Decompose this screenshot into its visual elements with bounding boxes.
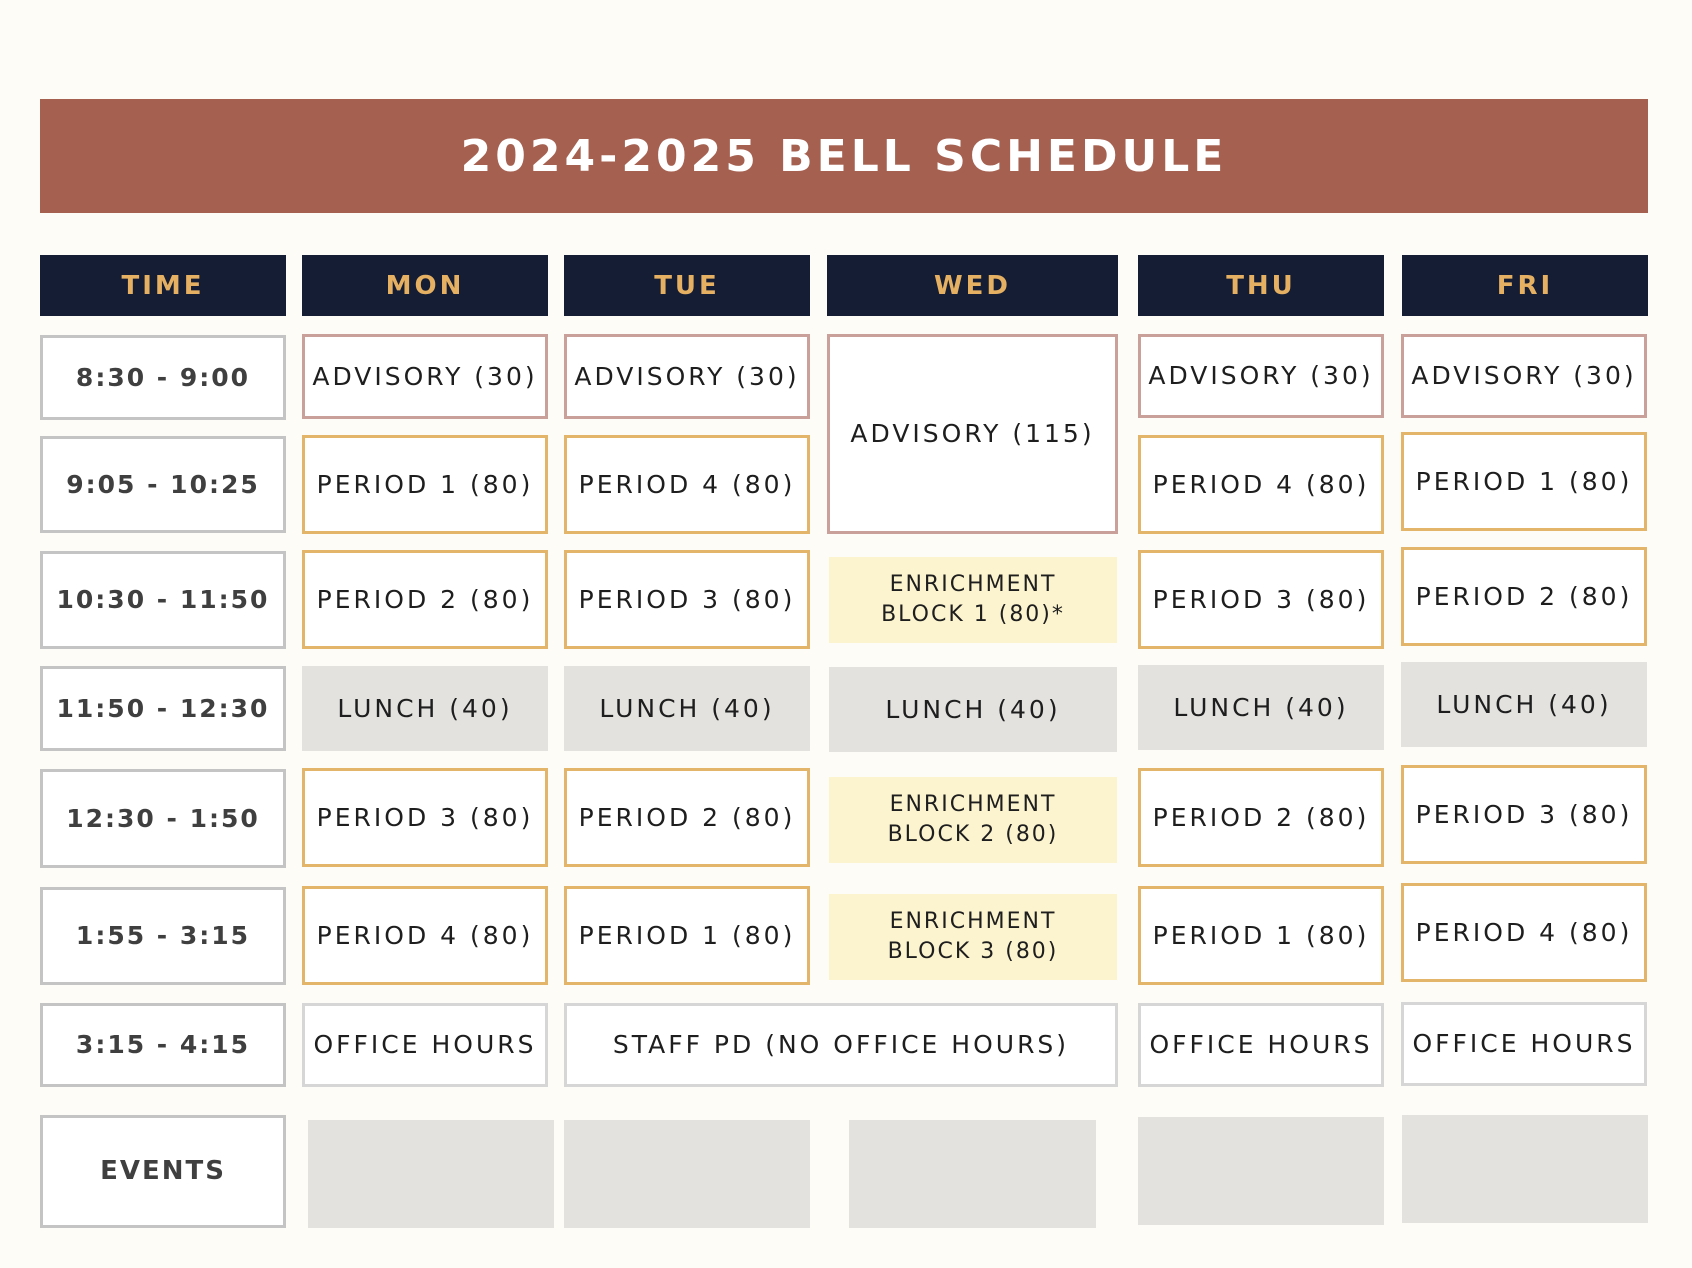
mon-period-1: PERIOD 1 (80) [302,435,548,534]
time-slot-2: 9:05 - 10:25 [40,436,286,533]
thu-period-1: PERIOD 1 (80) [1138,886,1384,985]
time-slot-5: 12:30 - 1:50 [40,769,286,868]
wed-enrichment-block-1 [829,557,1117,643]
title-banner [40,99,1648,213]
header-fri [1402,255,1648,316]
header-time [40,255,286,316]
header-thu [1138,255,1384,316]
tue-lunch: LUNCH (40) [564,666,810,751]
thu-advisory: ADVISORY (30) [1138,334,1384,418]
wed-advisory: ADVISORY (115) [827,334,1118,534]
header-mon-label: MON [385,270,465,301]
wed-enrichment-2-line-1: ENRICHMENT [889,792,1057,818]
wed-enrichment-1-line-1: ENRICHMENT [889,572,1057,598]
thu-events-box [1138,1117,1384,1225]
mon-events-box [308,1120,554,1228]
header-wed [827,255,1118,316]
mon-period-4: PERIOD 4 (80) [302,886,548,985]
thu-office-hours: OFFICE HOURS [1138,1003,1384,1087]
fri-period-4: PERIOD 4 (80) [1401,883,1647,982]
tue-period-4: PERIOD 4 (80) [564,435,810,534]
tue-period-2: PERIOD 2 (80) [564,768,810,867]
mon-period-3: PERIOD 3 (80) [302,768,548,867]
header-thu-label: THU [1226,270,1296,301]
wed-enrichment-2-line-2: BLOCK 2 (80) [887,822,1059,847]
fri-advisory: ADVISORY (30) [1401,334,1647,418]
time-slot-6: 1:55 - 3:15 [40,887,286,985]
thu-period-4: PERIOD 4 (80) [1138,435,1384,534]
header-tue-label: TUE [654,270,720,301]
thu-lunch: LUNCH (40) [1138,665,1384,750]
header-time-label: TIME [121,270,205,301]
page-title: 2024-2025 BELL SCHEDULE [460,130,1228,182]
fri-period-1: PERIOD 1 (80) [1401,432,1647,531]
fri-lunch: LUNCH (40) [1401,662,1647,747]
fri-period-2: PERIOD 2 (80) [1401,547,1647,646]
mon-period-2: PERIOD 2 (80) [302,550,548,649]
header-wed-label: WED [933,270,1012,301]
wed-enrichment-block-2 [829,777,1117,863]
header-fri-label: FRI [1496,270,1554,301]
mon-advisory: ADVISORY (30) [302,334,548,419]
staff-pd: STAFF PD (NO OFFICE HOURS) [564,1003,1118,1087]
time-slot-7: 3:15 - 4:15 [40,1003,286,1087]
time-slot-4: 11:50 - 12:30 [40,666,286,751]
thu-period-2: PERIOD 2 (80) [1138,768,1384,867]
header-mon [302,255,548,316]
tue-advisory: ADVISORY (30) [564,334,810,419]
tue-period-3: PERIOD 3 (80) [564,550,810,649]
fri-events-box [1402,1115,1648,1223]
tue-events-box [564,1120,810,1228]
header-tue [564,255,810,316]
wed-enrichment-1-line-2: BLOCK 1 (80)* [881,602,1065,627]
wed-events-box [849,1120,1096,1228]
fri-period-3: PERIOD 3 (80) [1401,765,1647,864]
mon-office-hours: OFFICE HOURS [302,1003,548,1087]
thu-period-3: PERIOD 3 (80) [1138,550,1384,649]
time-slot-1: 8:30 - 9:00 [40,335,286,420]
wed-enrichment-3-line-2: BLOCK 3 (80) [887,939,1059,964]
wed-enrichment-block-3 [829,894,1117,980]
events-label: EVENTS [40,1115,286,1228]
time-slot-3: 10:30 - 11:50 [40,551,286,649]
fri-office-hours: OFFICE HOURS [1401,1002,1647,1086]
wed-lunch: LUNCH (40) [829,667,1117,752]
tue-period-1: PERIOD 1 (80) [564,886,810,985]
wed-enrichment-3-line-1: ENRICHMENT [889,909,1057,935]
mon-lunch: LUNCH (40) [302,666,548,751]
